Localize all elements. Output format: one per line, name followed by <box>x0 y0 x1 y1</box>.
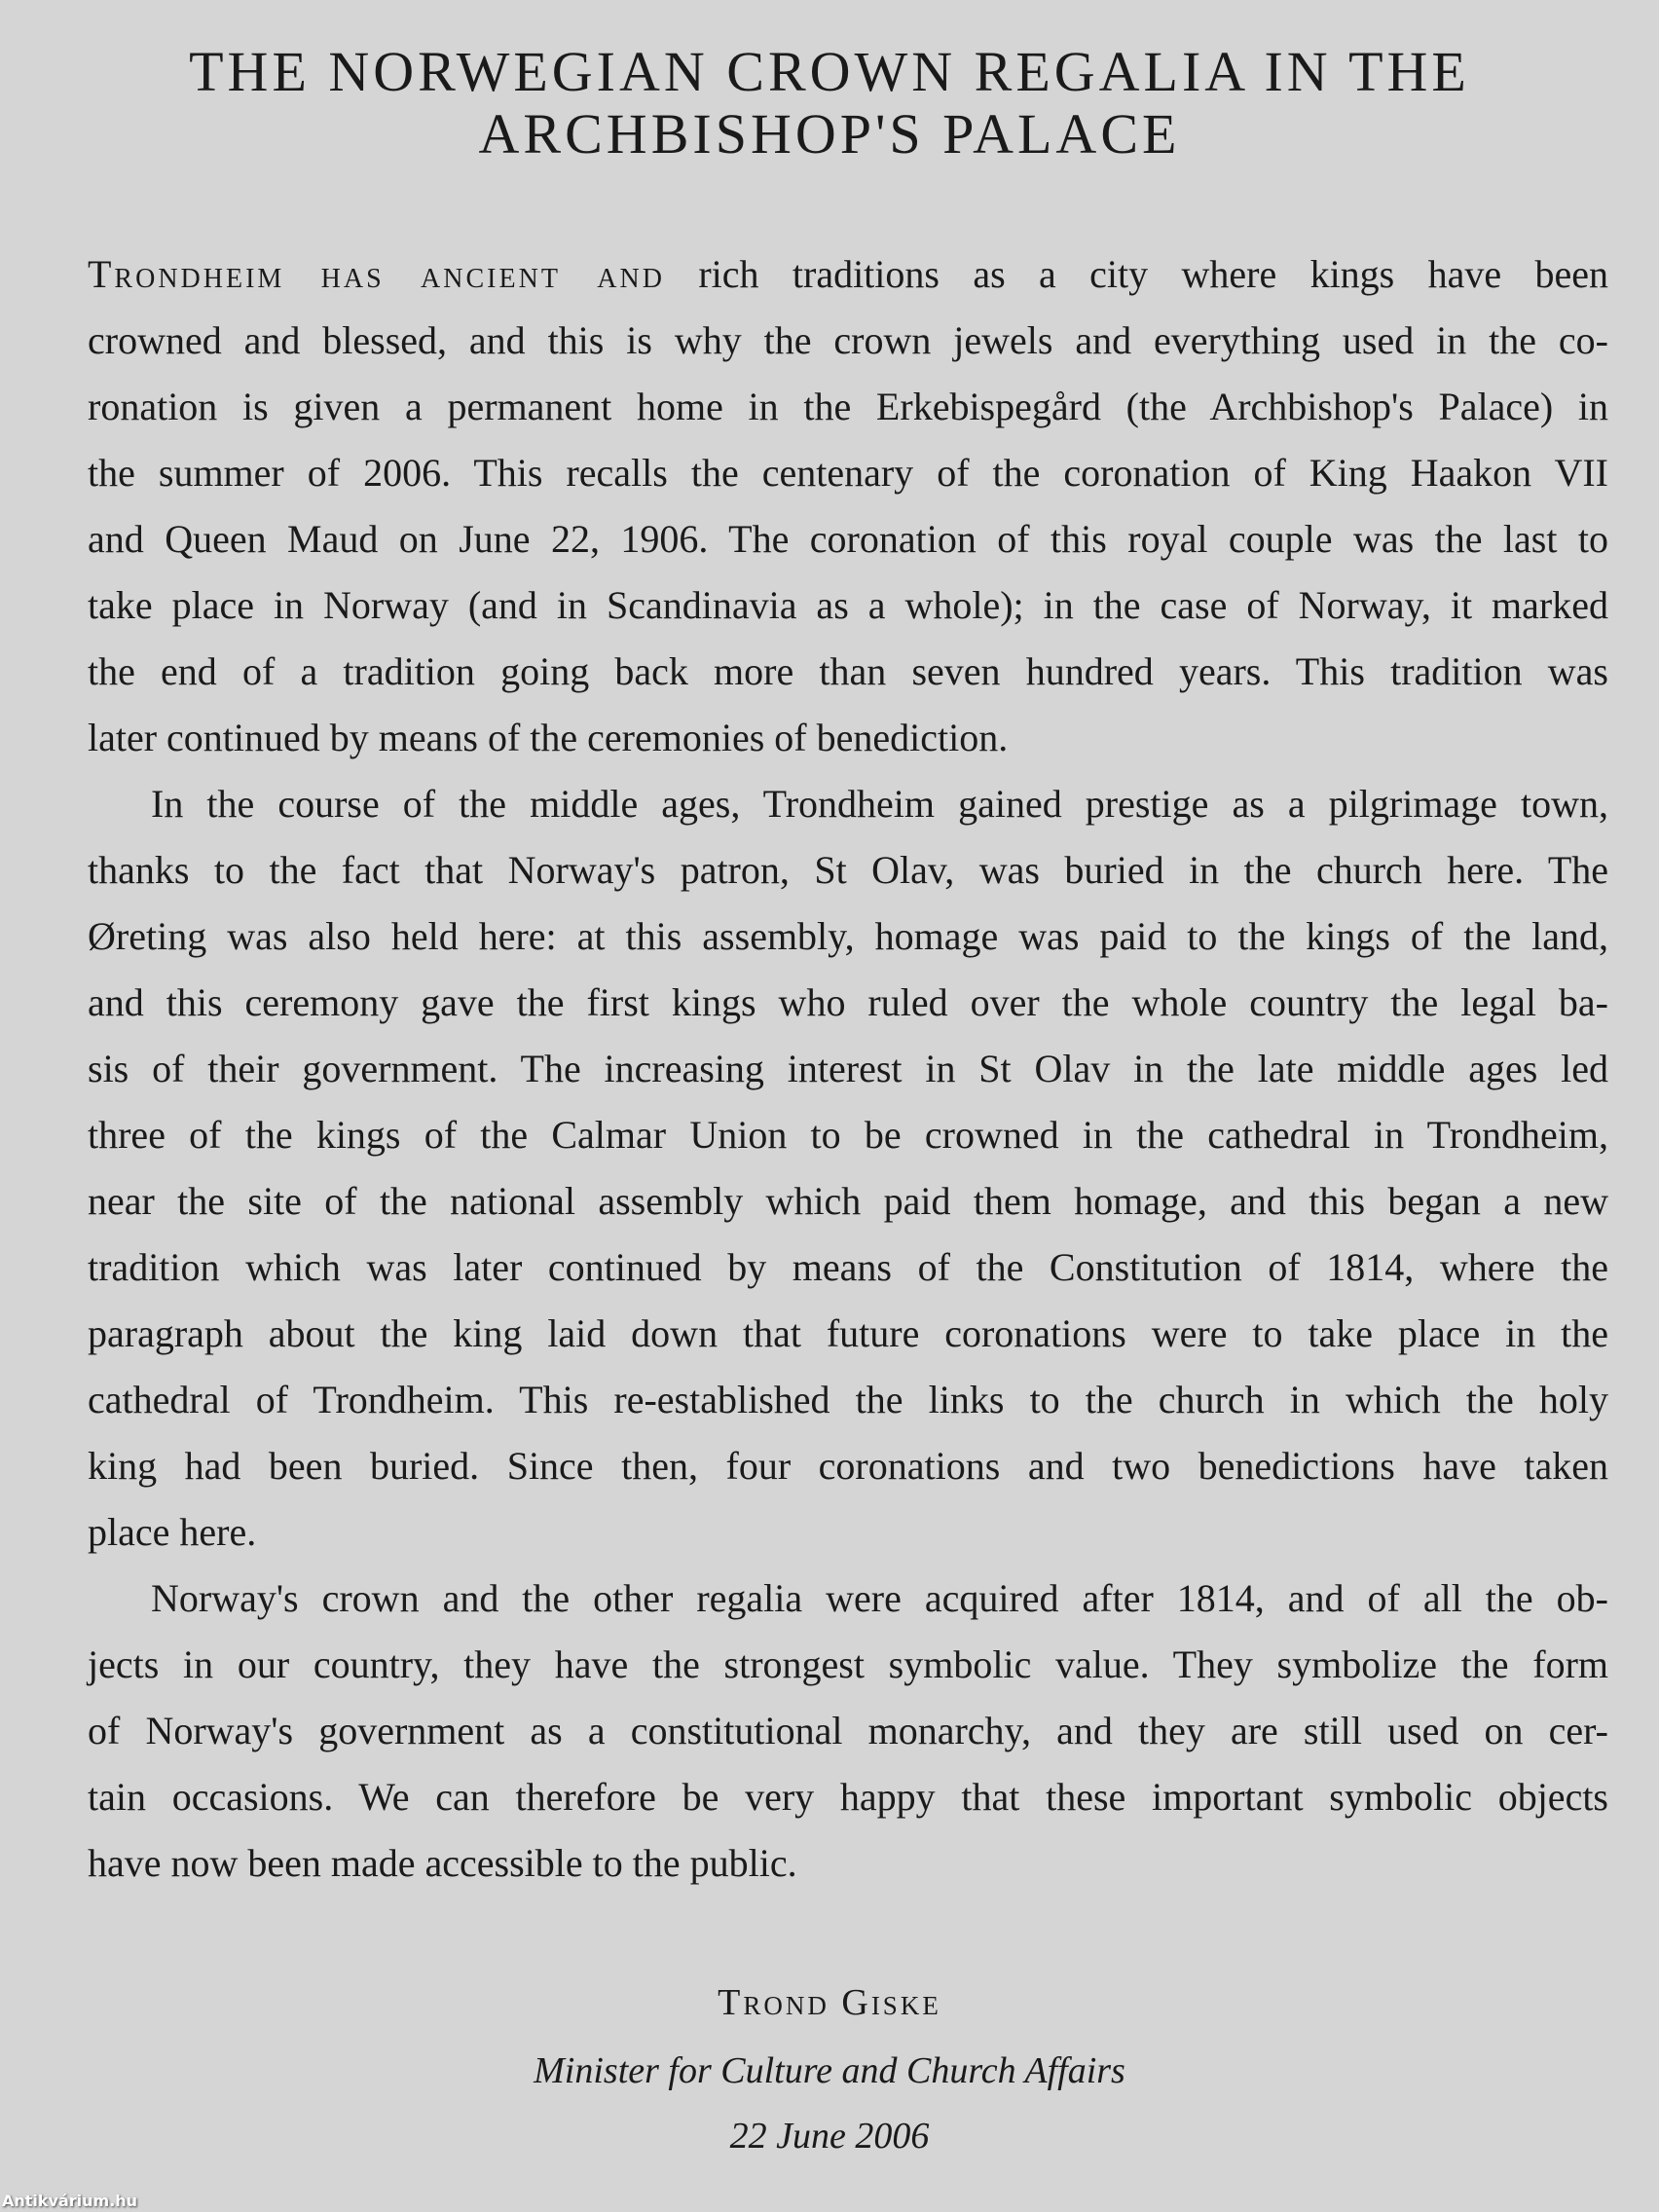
title-line-2: ARCHBISHOP'S PALACE <box>478 102 1181 166</box>
text-line: near the site of the national assembly which paid them homage, and this began a new <box>88 1179 1608 1223</box>
text-line: Norway's crown and the other regalia were acquired after 1814, and of all the ob- <box>151 1576 1608 1620</box>
body-text <box>88 241 1608 1897</box>
page-title <box>0 41 1659 166</box>
text-line: the end of a tradition going back more than seven hundred years. This tradition was <box>88 649 1608 693</box>
title-line-1: THE NORWEGIAN CROWN REGALIA IN THE <box>189 40 1470 103</box>
text-line: take place in Norway (and in Scandinavia as a whole); in the case of Norway, it marked <box>88 583 1608 627</box>
watermark: Antikvárium.hu <box>2 2192 138 2210</box>
text-line: of Norway's government as a constitutional monarchy, and they are still used on cer- <box>88 1709 1608 1752</box>
text-line: crowned and blessed, and this is why the crown jewels and everything used in the co- <box>88 318 1608 362</box>
signature-role: Minister for Culture and Church Affairs <box>534 2050 1125 2091</box>
lead-smallcaps: Trondheim has ancient and <box>88 252 665 296</box>
text-line: sis of their government. The increasing interest in St Olav in the late middle ages led <box>88 1047 1608 1090</box>
text-line: Øreting was also held here: at this assembly, homage was paid to the kings of the land, <box>88 914 1608 958</box>
text-line: In the course of the middle ages, Trondheim gained prestige as a pilgrimage town, <box>151 782 1608 826</box>
text-line: ronation is given a permanent home in the Erkebispegård (the Archbishop's Palace) in <box>88 385 1608 428</box>
text-line: tradition which was later continued by means of the Constitution of 1814, where the <box>88 1245 1608 1289</box>
text-line: cathedral of Trondheim. This re-established the links to the church in which the holy <box>88 1378 1608 1421</box>
text-line: the summer of 2006. This recalls the centenary of the coronation of King Haakon VII <box>88 451 1608 495</box>
text-line: have now been made accessible to the public. <box>88 1841 797 1885</box>
text-line: place here. <box>88 1510 257 1554</box>
text-line: jects in our country, they have the strongest symbolic value. They symbolize the form <box>88 1642 1608 1686</box>
text-line: Trondheim has ancient and rich traditions as a city where kings have been <box>88 252 1608 296</box>
text-line: tain occasions. We can therefore be very happy that these important symbolic objects <box>88 1775 1608 1819</box>
text-line: thanks to the fact that Norway's patron, St Olav, was buried in the church here. The <box>88 848 1608 892</box>
signature-date: 22 June 2006 <box>729 2116 930 2157</box>
text-line: king had been buried. Since then, four coronations and two benedictions have taken <box>88 1444 1608 1488</box>
text-line: and Queen Maud on June 22, 1906. The coronation of this royal couple was the last to <box>88 517 1608 561</box>
text-line: and this ceremony gave the first kings who ruled over the whole country the legal ba- <box>88 980 1608 1024</box>
signature-name: Trond Giske <box>718 1982 941 2023</box>
text-line: later continued by means of the ceremonies of benediction. <box>88 716 1009 759</box>
text-line: paragraph about the king laid down that future coronations were to take place in the <box>88 1311 1608 1355</box>
text-line: three of the kings of the Calmar Union to be crowned in the cathedral in Trondheim, <box>88 1113 1608 1157</box>
